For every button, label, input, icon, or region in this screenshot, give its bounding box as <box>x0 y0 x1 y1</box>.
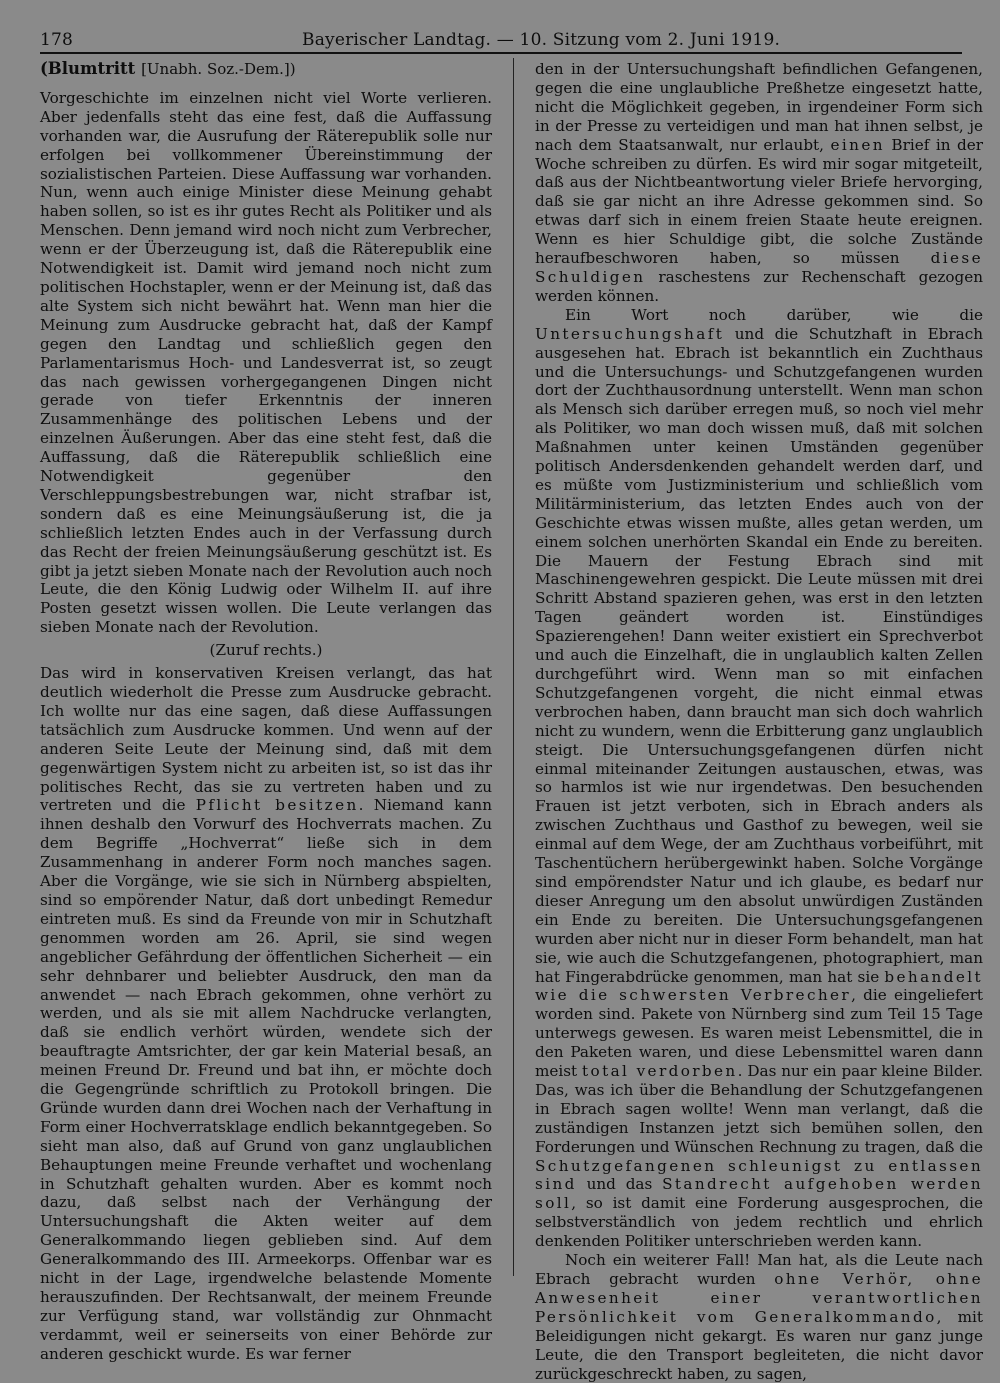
emphasis-text: Schutzgefangenen schleunigst zu entlassen sind <box>535 1156 983 1194</box>
emphasis-text: Standrecht aufgehoben werden soll <box>535 1175 983 1213</box>
emphasis-text: Pflicht besitzen <box>195 796 359 815</box>
text-run: den in der Untersuchungshaft befindlichen Gefangenen, gegen die eine unglaubliche Preßhetze eingesetzt hatte, nicht die Möglichkeit gegeben, in irgendeiner Form sich in der Presse zu verteidigen und man hat ihnen selbst, je nach dem Staatsanwalt, nur erlaubt, <box>535 60 983 154</box>
text-run: , die eingeliefert worden sind. Pakete von Nürnberg sind zum Teil 15 Tage unterwegs gewesen. Es waren meist Lebensmittel, die in den Paketen waren, und diese Lebensmittel waren dann meist <box>535 986 983 1081</box>
emphasis-text: Untersuchungshaft <box>535 324 725 343</box>
emphasis-text: total verdorben <box>582 1062 738 1081</box>
paragraph <box>535 306 983 1251</box>
text-run: Noch ein weiterer Fall! Man hat, als die Leute nach Ebrach gebracht wurden <box>535 1251 983 1288</box>
text-run: . Das nur ein paar kleine Bilder. Das, was ich über die Behandlung der Schutzgefangenen in Ebrach sagen wollte! Wenn man verlangt, daß die zuständigen Instanzen jetzt sich bemühen sollen, den Forderungen und Wünschen Rechnung zu tragen, daß die <box>535 1062 983 1156</box>
emphasis-text: ohne Verhör, ohne Anwesenheit einer verantwortlichen Persönlichkeit vom Generalkommando <box>535 1270 983 1326</box>
text-run: Brief in der Woche schreiben zu dürfen. Es wird mir sogar mitgeteilt, daß aus der Nichtbeantwortung vieler Briefe hervorging, daß sie gar nicht an ihre Adresse gekommen sind. So etwas darf sich in einem freien Staate heute ereignen. Wenn es hier Schuldige gibt, die solche Zustände heraufbeschworen haben, so müssen <box>535 135 983 268</box>
left-column <box>40 60 492 1364</box>
text-run: Ein Wort noch darüber, wie die <box>565 305 983 324</box>
text-run: . Niemand kann ihnen deshalb den Vorwurf des Hochverrats machen. Zu dem Begriffe „Hochverrat“ ließe sich in dem Zusammenhang in anderer Form noch manches sagen. Aber die Vorgänge, wie sie sich in Nürnberg abspielten, sind so empörender Natur, daß dort unbedingt Remedur eintreten muß. Es sind da Freunde von mir in Schutzhaft genommen worden am 26. April, sie sind wegen angeblicher Gefährdung der öffentlichen Sicherheit — ein sehr dehnbarer und beliebter Ausdruck, den man da anwendet — nach Ebrach gekommen, ohne verhört zu werden, und als sie mit allem Nachdrucke verlangten, daß sie endlich verhört würden, wendete sich der beauftragte Amtsrichter, der gar kein Material besaß, an meinen Freund Dr. Freund und bat ihn, er möchte doch die Gegengründe schriftlich zu Protokoll bringen. Die Gründe wurden dann drei Wochen nach der Verhaftung in Form einer Hochverratsklage endlich bekanntgegeben. So sieht man also, daß auf Grund von ganz unglaublichen Behauptungen meine Freunde verhaftet und wochenlang in Schutzhaft gehalten wurden. Aber es kommt noch dazu, daß selbst nach der Verhängung der Untersuchungshaft die Akten weiter auf dem Generalkommando liegen geblieben sind. Auf dem Generalkommando des III. Armeekorps. Offenbar war es nicht in der Lage, irgendwelche belastende Momente herauszufinden. Der Rechtsanwalt, der meinem Freunde zur Verfügung stand, war vollständig zur Ohnmacht verdammt, weil er seinerseits von einer Behörde zur anderen geschickt wurde. Es war ferner <box>40 796 492 1363</box>
running-title: Bayerischer Landtag. — 10. Sitzung vom 2. Juni 1919. <box>302 30 781 50</box>
paragraph <box>535 60 983 306</box>
paragraph: Vorgeschichte im einzelnen nicht viel Worte verlieren. Aber jedenfalls steht das eine fest, daß die Auffassung vorhanden war, die Ausrufung der Räterepublik solle nur erfolgen bei vollkommener Übereinstimmung der sozialistischen Parteien. Diese Auffassung war vorhanden. Nun, wenn auch einige Minister diese Meinung gehabt haben sollen, so ist es ihr gutes Recht als Politiker und als Menschen. Denn jemand wird noch nicht zum Verbrecher, wenn er der Überzeugung ist, daß die Räterepublik eine Notwendigkeit ist. Damit wird jemand noch nicht zum politischen Hochstapler, wenn er der Meinung ist, daß das alte System sich nicht bewährt hat. Wenn man hier die Meinung zum Ausdrucke gebracht hat, daß der Kampf gegen den Landtag und schließlich gegen den Parlamentarismus Hoch- und Landesverrat ist, so zeugt das nach gewissen vorhergegangenen Dingen nicht gerade von tiefer Erkenntnis der inneren Zusammenhänge des politischen Lebens und der einzelnen Äußerungen. Aber das eine steht fest, daß die Auffassung, daß die Räterepublik schließlich eine Notwendigkeit gegenüber den Verschleppungsbestrebungen war, nicht strafbar ist, sondern daß es eine Meinungsäußerung ist, die ja schließlich letzten Endes auch in der Verfassung durch das Recht der freien Meinungsäußerung geschützt ist. Es gibt ja jetzt sieben Monate nach der Revolution auch noch Leute, die den König Ludwig oder Wilhelm II. auf ihre Posten gesetzt wissen wollen. Die Leute verlangen das sieben Monate nach der Revolution. <box>40 88 492 637</box>
text-run: und das <box>576 1175 663 1194</box>
paragraph <box>40 664 492 1364</box>
speaker-heading <box>40 60 492 79</box>
interjection: (Zuruf rechts.) <box>209 641 323 660</box>
header-rule <box>40 52 962 54</box>
speaker-name: (Blumtritt <box>40 59 136 78</box>
right-column <box>535 60 983 1383</box>
text-run: raschestens zur Rechenschaft gezogen werden können. <box>535 267 983 305</box>
text-run: , mit Beleidigungen nicht gekargt. Es waren nur ganz junge Leute, die den Transport begleiteten, die nicht davor zurückgeschreckt haben, zu sagen, <box>535 1307 983 1383</box>
emphasis-text: einen <box>830 135 885 154</box>
emphasis-text: behandelt wie die schwersten Verbrecher <box>535 967 983 1005</box>
text-run: und die Schutzhaft in Ebrach ausgesehen hat. Ebrach ist bekanntlich ein Zuchthaus und die Untersuchungs- und Schutzgefangenen wurden dort der Zuchthausordnung unterstellt. Wenn man schon als Mensch sich darüber erregen muß, so noch viel mehr als Politiker, wo man doch wissen muß, daß mit solchen Maßnahmen unter keinen Umständen gegenüber politisch Andersdenkenden gehandelt werden darf, und es müßte vom Justizministerium und schließlich vom Militärministerium, das letzten Endes auch von der Geschichte etwas wissen mußte, alles getan werden, um einem solchen unerhörten Skandal ein Ende zu bereiten. Die Mauern der Festung Ebrach sind mit Maschinengewehren gespickt. Die Leute müssen mit drei Schritt Abstand spazieren gehen, was erst in den letzten Tagen geändert worden ist. Einstündiges Spazierengehen! Dann weiter existiert ein Sprechverbot und auch die Einzelhaft, die in unglaublich kalten Zellen durchgeführt wird. Wenn man so mit einfachen Schutzgefangenen vorgeht, die nicht einmal etwas verbrochen haben, dann braucht man sich doch wahrlich nicht zu wundern, wenn die Erbitterung ganz unglaublich steigt. Die Untersuchungsgefangenen dürfen nicht einmal miteinander Zeitungen austauschen, etwas, was so harmlos ist wie nur irgendetwas. Den besuchenden Frauen ist jetzt verboten, sich in Ebrach anders als zwischen Zuchthaus und Gasthof zu bewegen, weil sie einmal auf dem Wege, der am Zuchthaus vorbeiführt, mit Taschentüchern herübergewinkt haben. Solche Vorgänge sind empörendster Natur und ich glaube, es bedarf nur dieser Anregung um den absolut unwürdigen Zuständen ein Ende zu bereiten. Die Untersuchungsgefangenen wurden aber nicht nur in dieser Form behandelt, man hat sie, wie auch die Schutzgefangenen, photographiert, man hat Fingerabdrücke genommen, man hat sie <box>535 324 983 986</box>
emphasis-text: diese Schuldigen <box>535 249 983 286</box>
page-number: 178 <box>40 30 74 50</box>
speaker-party: [Unabh. Soz.-Dem.]) <box>141 60 296 78</box>
text-run: , so ist damit eine Forderung ausgesprochen, die selbstverständlich von jedem rechtlich und ehrlich denkenden Politiker unterschrieben werden kann. <box>535 1194 983 1251</box>
column-divider <box>513 58 514 1276</box>
page-header <box>40 28 960 52</box>
text-run: Das wird in konservativen Kreisen verlangt, das hat deutlich wiederholt die Presse zum Ausdrucke gebracht. Ich wollte nur das eine sagen, daß diese Auffassungen tatsächlich zum Ausdrucke kommen. Und wenn auf der anderen Seite Leute der Meinung sind, daß mit dem gegenwärtigen System nicht zu arbeiten ist, so ist das ihr politisches Recht, das sie zu vertreten haben und zu vertreten und die <box>40 664 492 815</box>
paragraph <box>535 1251 983 1383</box>
